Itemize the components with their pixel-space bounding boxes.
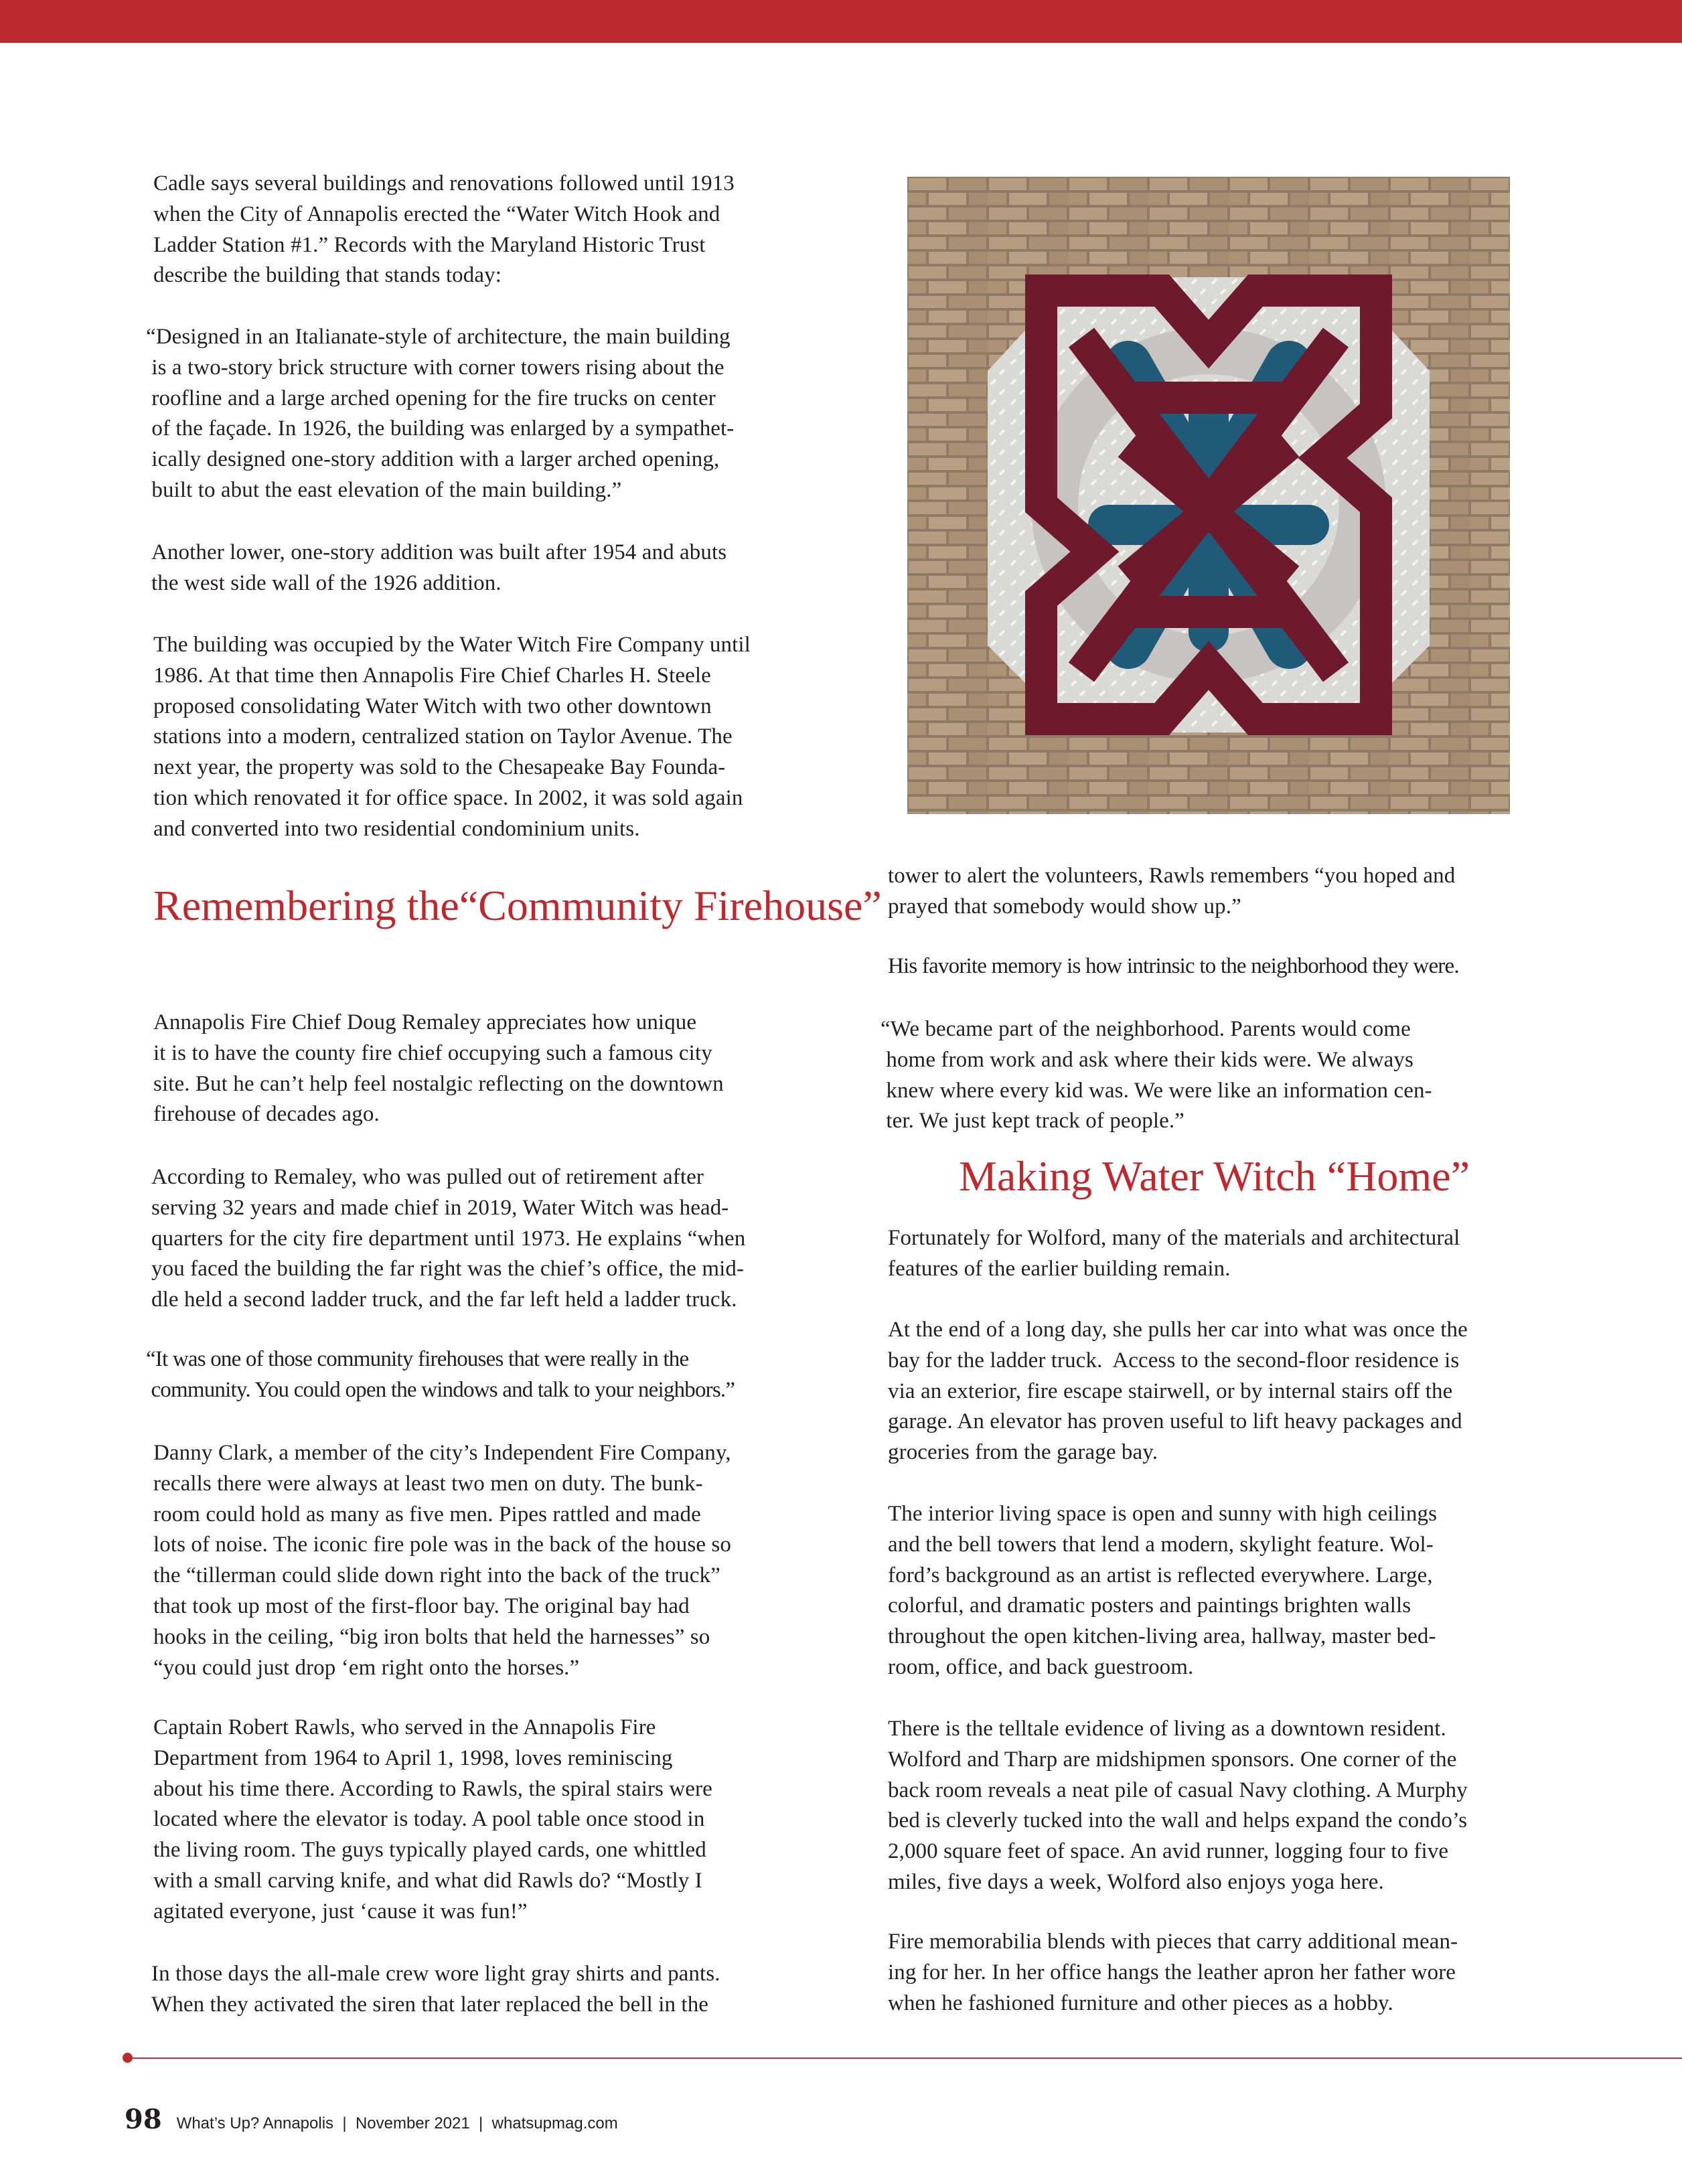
text-line: tion which renovated it for office space. In 2002, it was sold again <box>153 785 743 810</box>
footer-divider <box>128 2057 1682 2059</box>
text-line: ing for her. In her office hangs the leather apron her father wore <box>888 1960 1456 1984</box>
text-line: In those days the all-male crew wore light gray shirts and pants. <box>151 1962 720 1986</box>
text-line: Another lower, one-story addition was built after 1954 and abuts <box>151 540 727 564</box>
fire-hose-emblem-photo <box>907 177 1510 814</box>
text-line: recalls there were always at least two men on duty. The bunk- <box>153 1471 703 1496</box>
text-line: bed is cleverly tucked into the wall and helps expand the condo’s <box>888 1808 1468 1833</box>
section-heading-making-home <box>888 1150 1541 1203</box>
text-line: ford’s background as an artist is reflected everywhere. Large, <box>888 1563 1433 1587</box>
paragraph-robert-rawls <box>153 1713 712 1928</box>
text-line: is a two-story brick structure with corner towers rising about the <box>146 355 724 380</box>
paragraph-memorabilia <box>888 1927 1458 2019</box>
paragraph-favorite-memory <box>888 951 1459 982</box>
text-line: back room reveals a neat pile of casual Navy clothing. A Murphy <box>888 1778 1468 1802</box>
text-line: throughout the open kitchen-living area, hallway, master bed- <box>888 1624 1436 1649</box>
text-line: prayed that somebody would show up.” <box>888 894 1241 919</box>
text-line: Fortunately for Wolford, many of the materials and architectural <box>888 1226 1460 1250</box>
text-line: garage. An elevator has proven useful to lift heavy packages and <box>888 1409 1462 1434</box>
text-line: the “tillerman could slide down right into the back of the truck” <box>153 1563 720 1588</box>
text-line: “Community Firehouse” <box>459 882 882 929</box>
text-line: the west side wall of the 1926 addition. <box>151 570 502 595</box>
text-line: features of the earlier building remain. <box>888 1256 1231 1281</box>
paragraph-fortunately <box>888 1223 1460 1285</box>
text-line: “Designed in an Italianate-style of architecture, the main building <box>146 325 731 349</box>
text-line: of the façade. In 1926, the building was enlarged by a sympathet- <box>146 416 735 441</box>
page-number: 98 <box>125 2104 162 2135</box>
text-line: ically designed one-story addition with a larger arched opening, <box>146 447 720 472</box>
text-line: firehouse of decades ago. <box>153 1102 380 1127</box>
text-line: His favorite memory is how intrinsic to the neighborhood they were. <box>888 954 1459 978</box>
paragraph-addition <box>151 538 727 599</box>
text-line: room, office, and back guestroom. <box>888 1654 1194 1679</box>
paragraph-cadle <box>153 169 735 291</box>
text-line: ter. We just kept track of people.” <box>881 1109 1184 1134</box>
text-line: Cadle says several buildings and renovations followed until 1913 <box>153 171 735 196</box>
text-line: quarters for the city fire department until 1973. He explains “when <box>151 1226 746 1251</box>
text-line: The building was occupied by the Water Witch Fire Company until <box>153 633 751 657</box>
text-line: located where the elevator is today. A pool table once stood in <box>153 1807 705 1832</box>
paragraph-downtown-resident <box>888 1714 1468 1898</box>
text-line: Wolford and Tharp are midshipmen sponsors. One corner of the <box>888 1747 1457 1772</box>
paragraph-occupied <box>153 630 751 845</box>
text-line: lots of noise. The iconic fire pole was in the back of the house so <box>153 1533 731 1557</box>
text-line: about his time there. According to Rawls, the spiral stairs were <box>153 1776 712 1801</box>
text-line: room could hold as many as five men. Pipes rattled and made <box>153 1502 701 1527</box>
paragraph-end-of-day <box>888 1315 1468 1468</box>
text-line: miles, five days a week, Wolford also enjoys yoga here. <box>888 1869 1384 1894</box>
text-line: Danny Clark, a member of the city’s Independent Fire Company, <box>153 1441 731 1465</box>
text-line: Annapolis Fire Chief Doug Remaley appreciates how unique <box>153 1010 697 1034</box>
text-line: community. You could open the windows and talk to your neighbors.” <box>146 1377 735 1402</box>
text-line: when the City of Annapolis erected the “Water Witch Hook and <box>153 202 720 226</box>
text-line: the living room. The guys typically played cards, one whittled <box>153 1838 706 1863</box>
text-line: proposed consolidating Water Witch with two other downtown <box>153 694 712 718</box>
text-line: bay for the ladder truck. Access to the second-floor residence is <box>888 1348 1460 1373</box>
section-heading-community-firehouse <box>153 879 882 933</box>
text-line: 1986. At that time then Annapolis Fire Chief Charles H. Steele <box>153 663 711 688</box>
text-line: site. But he can’t help feel nostalgic reflecting on the downtown <box>153 1071 724 1096</box>
text-line: According to Remaley, who was pulled out of retirement after <box>151 1165 704 1189</box>
top-accent-bar <box>0 0 1682 43</box>
text-line: colorful, and dramatic posters and paintings brighten walls <box>888 1593 1411 1618</box>
text-line: next year, the property was sold to the Chesapeake Bay Founda- <box>153 755 726 780</box>
page-footer <box>125 2104 618 2135</box>
quote-neighborhood <box>881 1014 1432 1137</box>
text-line: stations into a modern, centralized station on Taylor Avenue. The <box>153 724 733 749</box>
text-line: and converted into two residential condominium units. <box>153 816 640 841</box>
text-line: describe the building that stands today: <box>153 263 502 288</box>
text-line: tower to alert the volunteers, Rawls remembers “you hoped and <box>888 864 1456 888</box>
text-line: it is to have the county fire chief occupying such a famous city <box>153 1040 712 1065</box>
text-line: hooks in the ceiling, “big iron bolts that held the harnesses” so <box>153 1624 710 1649</box>
text-line: home from work and ask where their kids were. We always <box>881 1047 1413 1072</box>
text-line: There is the telltale evidence of living as a downtown resident. <box>888 1717 1446 1741</box>
text-line: knew where every kid was. We were like an information cen- <box>881 1078 1432 1103</box>
text-line: and the bell towers that lend a modern, skylight feature. Wol- <box>888 1532 1434 1557</box>
paragraph-danny-clark <box>153 1438 731 1683</box>
text-line: Ladder Station #1.” Records with the Maryland Historic Trust <box>153 232 706 257</box>
text-line: “It was one of those community firehouses that were really in the <box>146 1347 689 1371</box>
text-line: Remembering the <box>153 882 459 929</box>
text-line: with a small carving knife, and what did Rawls do? “Mostly I <box>153 1868 702 1893</box>
text-line: you faced the building the far right was the chief’s office, the mid- <box>151 1257 745 1281</box>
text-line: Fire memorabilia blends with pieces that carry additional mean- <box>888 1930 1458 1954</box>
text-line: roofline and a large arched opening for the fire trucks on center <box>146 386 716 410</box>
footer-publication: What’s Up? Annapolis | November 2021 | whatsupmag.com <box>176 2114 618 2132</box>
text-line: When they activated the siren that later replaced the bell in the <box>151 1992 709 2017</box>
text-line: agitated everyone, just ‘cause it was fun!” <box>153 1899 528 1924</box>
paragraph-crew <box>151 1959 720 2021</box>
text-line: dle held a second ladder truck, and the far left held a ladder truck. <box>151 1288 737 1312</box>
maltese-cross-hose-image <box>907 177 1510 814</box>
text-line: via an exterior, fire escape stairwell, or by internal stairs off the <box>888 1379 1453 1403</box>
text-line: Making Water Witch “Home” <box>959 1152 1470 1200</box>
text-line: The interior living space is open and sunny with high ceilings <box>888 1502 1438 1526</box>
text-line: “you could just drop ‘em right onto the horses.” <box>153 1655 580 1680</box>
text-line: when he fashioned furniture and other pieces as a hobby. <box>888 1991 1393 2015</box>
paragraph-interior <box>888 1499 1437 1683</box>
quote-historic-trust <box>146 322 734 506</box>
text-line: “We became part of the neighborhood. Parents would come <box>881 1017 1411 1041</box>
text-line: 2,000 square feet of space. An avid runner, logging four to five <box>888 1839 1449 1864</box>
text-line: groceries from the garage bay. <box>888 1440 1158 1465</box>
text-line: At the end of a long day, she pulls her car into what was once the <box>888 1318 1468 1342</box>
text-line: serving 32 years and made chief in 2019, Water Witch was head- <box>151 1195 729 1220</box>
paragraph-remaley <box>153 1008 724 1130</box>
text-line: that took up most of the first-floor bay. The original bay had <box>153 1593 690 1618</box>
text-line: built to abut the east elevation of the main building.” <box>146 477 622 502</box>
quote-community-firehouse <box>146 1344 735 1406</box>
text-line: Department from 1964 to April 1, 1998, loves reminiscing <box>153 1745 673 1770</box>
paragraph-tower-alert <box>888 861 1455 923</box>
paragraph-according-remaley <box>151 1162 745 1316</box>
footer-divider-dot <box>123 2053 133 2063</box>
text-line: Captain Robert Rawls, who served in the Annapolis Fire <box>153 1715 656 1739</box>
